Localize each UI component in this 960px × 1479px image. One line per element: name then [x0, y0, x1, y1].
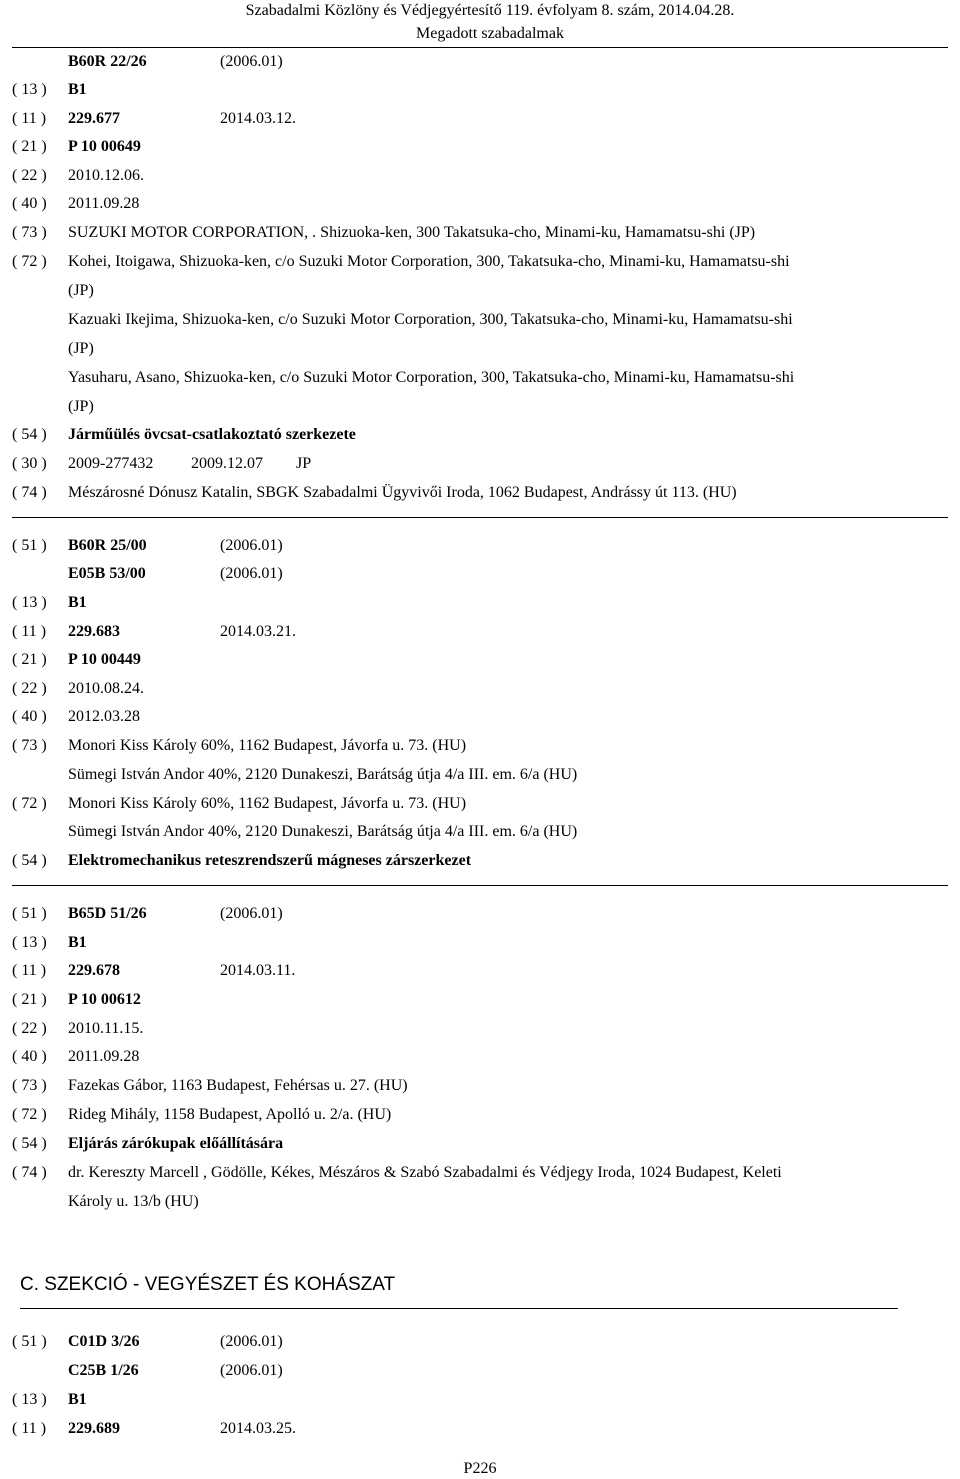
field-code: ( 51 ) — [12, 905, 47, 922]
kind-code: B1 — [68, 1391, 87, 1408]
ipc-version: (2006.01) — [220, 1362, 283, 1379]
field-code: ( 21 ) — [12, 991, 47, 1008]
grant-date: 2014.03.21. — [220, 623, 296, 640]
patent-number: 229.689 — [68, 1420, 120, 1437]
field-code: ( 73 ) — [12, 224, 47, 241]
inventor: Monori Kiss Károly 60%, 1162 Budapest, Jávorfa u. 73. (HU) — [68, 795, 467, 812]
field-code: ( 72 ) — [12, 1106, 47, 1123]
patent-holder: SUZUKI MOTOR CORPORATION, . Shizuoka-ken, 300 Takatsuka-cho, Minami-ku, Hamamatsu-shi (JP) — [68, 224, 756, 241]
field-code: ( 13 ) — [12, 1391, 47, 1408]
application-number: P 10 00612 — [68, 991, 141, 1008]
patent-number: 229.678 — [68, 962, 120, 979]
ipc-class: B65D 51/26 — [68, 905, 147, 922]
field-code: ( 74 ) — [12, 1164, 47, 1181]
publication-date: 2011.09.28 — [68, 1048, 140, 1065]
field-code: ( 51 ) — [12, 537, 47, 554]
patent-holder: Sümegi István Andor 40%, 2120 Dunakeszi, Barátság útja 4/a III. em. 6/a (HU) — [68, 766, 578, 783]
field-code: ( 54 ) — [12, 426, 47, 443]
field-code: ( 72 ) — [12, 795, 47, 812]
kind-code: B1 — [68, 934, 87, 951]
field-code: ( 51 ) — [12, 1333, 47, 1350]
kind-code: B1 — [68, 594, 87, 611]
header-divider — [12, 47, 948, 48]
patent-holder: Fazekas Gábor, 1163 Budapest, Fehérsas u. 27. (HU) — [68, 1077, 408, 1094]
patent-agent: dr. Kereszty Marcell , Gödölle, Kékes, Mészáros & Szabó Szabadalmi és Védjegy Iroda, 1024 Budapest, Keleti — [68, 1164, 782, 1181]
field-code: ( 54 ) — [12, 852, 47, 869]
field-code: ( 73 ) — [12, 737, 47, 754]
publication-date: 2011.09.28 — [68, 195, 140, 212]
record-divider — [12, 517, 948, 518]
publication-date: 2012.03.28 — [68, 708, 140, 725]
inventor-country: (JP) — [68, 340, 94, 357]
field-code: ( 11 ) — [12, 962, 47, 979]
application-number: P 10 00649 — [68, 138, 141, 155]
inventor: Yasuharu, Asano, Shizuoka-ken, c/o Suzuki Motor Corporation, 300, Takatsuka-cho, Minami-ku, Hamamatsu-shi — [68, 369, 795, 386]
section-heading: C. SZEKCIÓ - VEGYÉSZET ÉS KOHÁSZAT — [20, 1274, 396, 1295]
patent-title: Eljárás zárókupak előállítására — [68, 1135, 284, 1152]
field-code: ( 22 ) — [12, 167, 47, 184]
grant-date: 2014.03.25. — [220, 1420, 296, 1437]
patent-title: Járműülés övcsat-csatlakoztató szerkezete — [68, 426, 356, 443]
patent-agent: Károly u. 13/b (HU) — [68, 1193, 199, 1210]
ipc-version: (2006.01) — [220, 565, 283, 582]
inventor-country: (JP) — [68, 398, 94, 415]
priority-date: 2009.12.07 — [191, 455, 263, 472]
priority-number: 2009-277432 — [68, 455, 154, 472]
ipc-class: C01D 3/26 — [68, 1333, 140, 1350]
grant-date: 2014.03.11. — [220, 962, 296, 979]
journal-title: Szabadalmi Közlöny és Védjegyértesítő 119. évfolyam 8. szám, 2014.04.28. — [245, 2, 735, 19]
filing-date: 2010.08.24. — [68, 680, 144, 697]
record-divider — [12, 885, 948, 886]
field-code: ( 40 ) — [12, 708, 47, 725]
field-code: ( 73 ) — [12, 1077, 47, 1094]
inventor: Sümegi István Andor 40%, 2120 Dunakeszi, Barátság útja 4/a III. em. 6/a (HU) — [68, 823, 578, 840]
field-code: ( 21 ) — [12, 651, 47, 668]
priority-country: JP — [296, 455, 312, 472]
field-code: ( 21 ) — [12, 138, 47, 155]
patent-number: 229.677 — [68, 110, 120, 127]
patent-title: Elektromechanikus reteszrendszerű mágneses zárszerkezet — [68, 852, 472, 869]
inventor: Kazuaki Ikejima, Shizuoka-ken, c/o Suzuki Motor Corporation, 300, Takatsuka-cho, Minami-ku, Hamamatsu-shi — [68, 311, 793, 328]
field-code: ( 13 ) — [12, 934, 47, 951]
field-code: ( 22 ) — [12, 1020, 47, 1037]
inventor-country: (JP) — [68, 282, 94, 299]
application-number: P 10 00449 — [68, 651, 141, 668]
filing-date: 2010.12.06. — [68, 167, 144, 184]
kind-code: B1 — [68, 81, 87, 98]
field-code: ( 11 ) — [12, 1420, 47, 1437]
field-code: ( 13 ) — [12, 81, 47, 98]
field-code: ( 40 ) — [12, 1048, 47, 1065]
field-code: ( 54 ) — [12, 1135, 47, 1152]
field-code: ( 72 ) — [12, 253, 47, 270]
page-number: P226 — [463, 1460, 497, 1477]
field-code: ( 13 ) — [12, 594, 47, 611]
field-code: ( 30 ) — [12, 455, 47, 472]
ipc-class: C25B 1/26 — [68, 1362, 139, 1379]
ipc-class: E05B 53/00 — [68, 565, 146, 582]
field-code: ( 22 ) — [12, 680, 47, 697]
section-divider — [20, 1308, 898, 1309]
ipc-class: B60R 25/00 — [68, 537, 147, 554]
ipc-class: B60R 22/26 — [68, 53, 147, 70]
grant-date: 2014.03.12. — [220, 110, 296, 127]
ipc-version: (2006.01) — [220, 1333, 283, 1350]
ipc-version: (2006.01) — [220, 905, 283, 922]
filing-date: 2010.11.15. — [68, 1020, 144, 1037]
inventor: Rideg Mihály, 1158 Budapest, Apolló u. 2/a. (HU) — [68, 1106, 392, 1123]
ipc-version: (2006.01) — [220, 537, 283, 554]
patent-holder: Monori Kiss Károly 60%, 1162 Budapest, Jávorfa u. 73. (HU) — [68, 737, 467, 754]
field-code: ( 40 ) — [12, 195, 47, 212]
section-subtitle: Megadott szabadalmak — [416, 25, 564, 42]
ipc-version: (2006.01) — [220, 53, 283, 70]
field-code: ( 74 ) — [12, 484, 47, 501]
patent-number: 229.683 — [68, 623, 120, 640]
patent-agent: Mészárosné Dónusz Katalin, SBGK Szabadalmi Ügyvivői Iroda, 1062 Budapest, Andrássy út 113. (HU) — [68, 484, 737, 501]
field-code: ( 11 ) — [12, 110, 47, 127]
field-code: ( 11 ) — [12, 623, 47, 640]
inventor: Kohei, Itoigawa, Shizuoka-ken, c/o Suzuki Motor Corporation, 300, Takatsuka-cho, Minami-ku, Hamamatsu-shi — [68, 253, 790, 270]
